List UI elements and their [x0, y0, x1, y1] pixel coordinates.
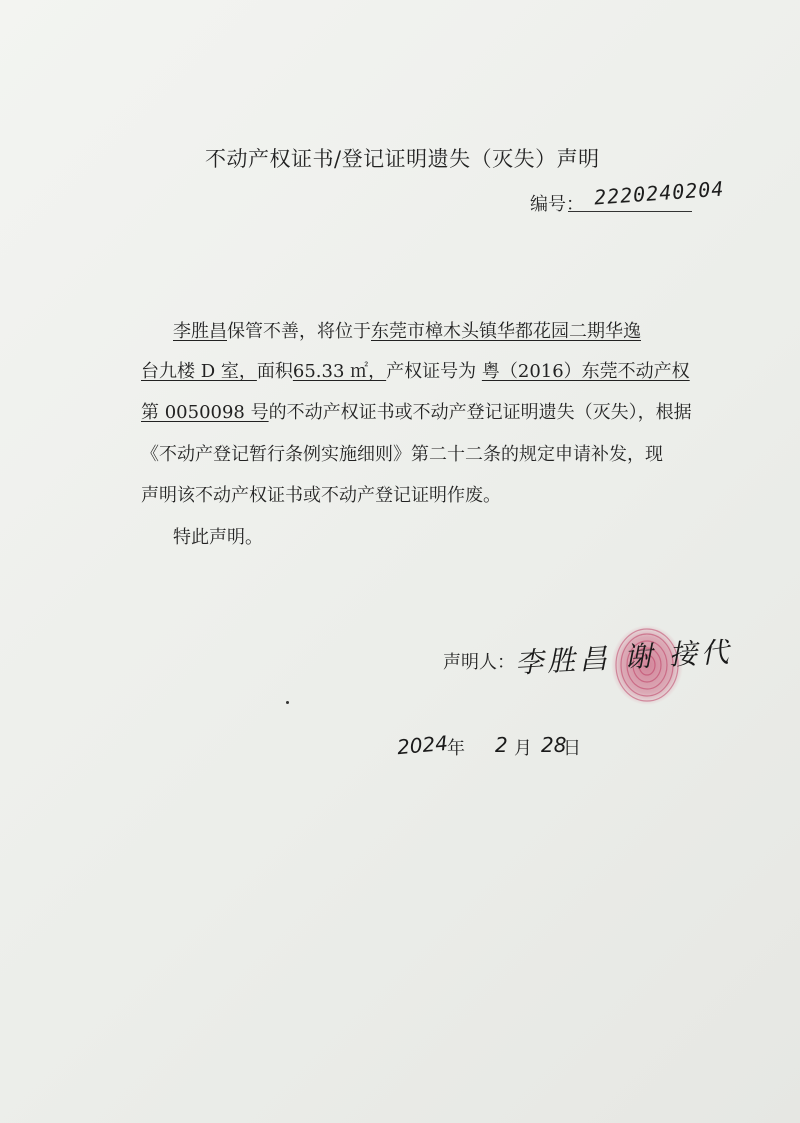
declarant-label: 声明人：: [443, 652, 515, 673]
date-month-handwritten: 2: [495, 733, 508, 757]
serial-number-handwritten: 2220240204: [593, 176, 726, 210]
date-day-unit: 日: [563, 738, 581, 759]
area-label: 面积: [256, 361, 293, 382]
area-value: 65.33 ㎡，: [292, 361, 387, 382]
body-line-4: 《不动产登记暂行条例实施细则》第二十二条的规定申请补发，现: [141, 444, 663, 465]
serial-label: 编号：: [530, 194, 584, 215]
date-year-handwritten: 2024: [396, 730, 449, 760]
body-text: 保管不善，将位于: [227, 321, 371, 342]
closing-text: 特此声明。: [173, 527, 263, 548]
cert-label: 产权证号为: [386, 361, 477, 382]
date-day-handwritten: 28: [541, 733, 567, 757]
declarant-name: 李胜昌: [173, 321, 227, 342]
body-line-2: [141, 357, 690, 383]
cert-number-cont: 第 0050098 号: [141, 402, 269, 423]
date-year-unit: 年: [447, 738, 465, 759]
date-month-unit: 月: [514, 738, 532, 759]
stray-mark: [286, 701, 289, 704]
body-line-5: 声明该不动产权证书或不动产登记证明作废。: [141, 485, 501, 506]
body-text: 的不动产权证书或不动产登记证明遗失（灭失），根据: [268, 402, 692, 423]
body-line-3: [141, 398, 692, 424]
cert-number: 粤（2016）东莞不动产权: [481, 361, 690, 382]
body-line-1: [173, 317, 641, 343]
handwritten-signature: 李胜昌 谢 接代: [514, 635, 734, 680]
serial-underline: [568, 211, 692, 212]
document-title: 不动产权证书/登记证明遗失（灭失）声明: [205, 147, 600, 171]
property-address-cont: 台九楼 D 室，: [141, 361, 257, 382]
property-address: 东莞市樟木头镇华都花园二期华逸: [371, 321, 641, 342]
